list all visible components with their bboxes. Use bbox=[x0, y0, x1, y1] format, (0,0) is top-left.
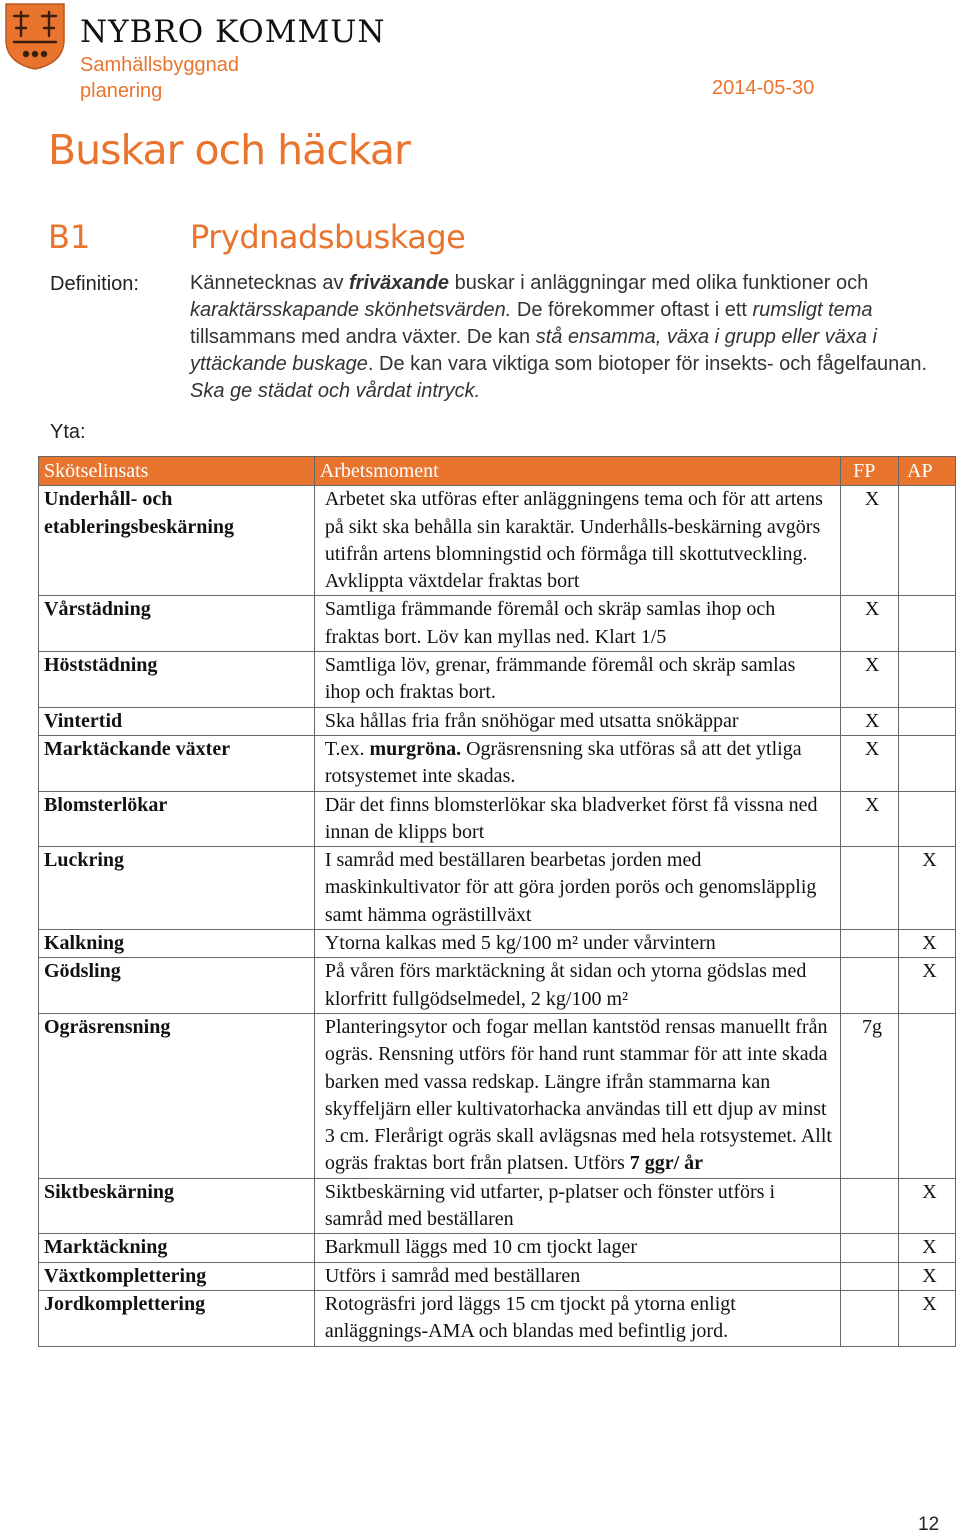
row-fp-mark bbox=[841, 1178, 899, 1234]
definition-segment: buskar i anläggningar med olika funktioner och bbox=[449, 272, 869, 294]
definition-segment: Kännetecknas av bbox=[190, 272, 349, 294]
row-fp-mark: X bbox=[841, 735, 899, 791]
description-text: I samråd med beställaren bearbetas jorden med maskinkultivator för att göra jorden porös och genomsläpplig samt hämma ogrästillväxt bbox=[324, 849, 817, 926]
definition-emphasis: friväxande bbox=[349, 272, 450, 294]
row-action: Ogräsrensning bbox=[39, 1013, 315, 1178]
definition-segment bbox=[349, 272, 449, 294]
row-description bbox=[314, 847, 840, 930]
row-fp-mark bbox=[841, 1234, 899, 1262]
header-ap: AP bbox=[899, 457, 956, 486]
table-row bbox=[39, 958, 956, 1014]
header-arbetsmoment: Arbetsmoment bbox=[314, 457, 840, 486]
row-fp-mark bbox=[841, 958, 899, 1014]
row-ap-mark bbox=[899, 1013, 956, 1178]
description-text: Utförs i samråd med beställaren bbox=[324, 1264, 581, 1287]
municipal-coat-of-arms-logo bbox=[4, 2, 66, 70]
section-code: B1 bbox=[48, 218, 91, 256]
row-ap-mark: X bbox=[899, 930, 956, 958]
table-row bbox=[39, 707, 956, 735]
section-title: Prydnadsbuskage bbox=[190, 218, 466, 256]
maintenance-table bbox=[38, 456, 956, 1347]
row-action: Höststädning bbox=[39, 652, 315, 708]
description-emphasis: murgröna. bbox=[369, 737, 462, 760]
definition-segment: karaktärsskapande skönhetsvärden. bbox=[190, 299, 512, 321]
row-fp-mark: X bbox=[841, 791, 899, 847]
description-text: Samtliga löv, grenar, främmande föremål och skräp samlas ihop och fraktas bort. bbox=[324, 654, 796, 704]
row-fp-mark: X bbox=[841, 707, 899, 735]
description-text: Arbetet ska utföras efter anläggningens tema och för att artens på sikt ska behålla sin karaktär. Underhålls-beskärning avgörs utifrån artens blomningstid och förmåga till skottutveckling. Avklippta växtdelar fraktas bort bbox=[324, 488, 823, 593]
row-action: Vårstädning bbox=[39, 596, 315, 652]
row-description bbox=[314, 1262, 840, 1290]
definition-segment: stå ensamma, växa i grupp eller växa i yttäckande buskage bbox=[190, 326, 877, 375]
definition-segment: tillsammans med andra växter. De kan bbox=[190, 326, 536, 348]
organization-name: NYBRO KOMMUN bbox=[80, 14, 386, 50]
row-ap-mark: X bbox=[899, 1290, 956, 1346]
row-description bbox=[314, 791, 840, 847]
row-action: Jordkomplettering bbox=[39, 1290, 315, 1346]
definition-segment: De förekommer oftast i ett bbox=[511, 299, 753, 321]
row-action: Underhåll- och etableringsbeskärning bbox=[39, 486, 315, 596]
row-description bbox=[314, 735, 840, 791]
row-ap-mark: X bbox=[899, 1234, 956, 1262]
row-action: Växtkomplettering bbox=[39, 1262, 315, 1290]
definition-segment: Ska ge städat och vårdat intryck. bbox=[190, 380, 481, 402]
header-fp: FP bbox=[841, 457, 899, 486]
description-emphasis: 7 ggr/ år bbox=[629, 1152, 704, 1175]
table-row bbox=[39, 1013, 956, 1178]
row-fp-mark: 7g bbox=[841, 1013, 899, 1178]
description-text: Samtliga främmande föremål och skräp samlas ihop och fraktas bort. Löv kan myllas ned. Klart 1/5 bbox=[324, 598, 776, 648]
row-description bbox=[314, 958, 840, 1014]
definition-segment: rumsligt tema bbox=[752, 299, 873, 321]
row-action: Vintertid bbox=[39, 707, 315, 735]
row-fp-mark bbox=[841, 1290, 899, 1346]
description-text: Siktbeskärning vid utfarter, p-platser och fönster utförs i samråd med beställaren bbox=[324, 1180, 776, 1231]
row-description bbox=[314, 1013, 840, 1178]
row-ap-mark: X bbox=[899, 847, 956, 930]
row-fp-mark: X bbox=[841, 596, 899, 652]
row-action: Marktäckning bbox=[39, 1234, 315, 1262]
header-skotselinsats: Skötselinsats bbox=[39, 457, 315, 486]
definition-segment: . De kan vara viktiga som biotoper för insekts- och fågelfaunan. bbox=[367, 353, 928, 375]
page-title: Buskar och häckar bbox=[48, 126, 410, 174]
page-number: 12 bbox=[918, 1514, 940, 1535]
table-row bbox=[39, 1262, 956, 1290]
row-action: Siktbeskärning bbox=[39, 1178, 315, 1234]
description-text: Ogräsrensning ska utföras så att det ytliga rotsystemet inte skadas. bbox=[324, 737, 802, 788]
row-ap-mark bbox=[899, 486, 956, 596]
row-ap-mark: X bbox=[899, 958, 956, 1014]
area-label: Yta: bbox=[50, 421, 86, 443]
row-description bbox=[314, 707, 840, 735]
row-description bbox=[314, 486, 840, 596]
row-action: Kalkning bbox=[39, 930, 315, 958]
department-line-1: Samhällsbyggnad bbox=[80, 54, 239, 76]
table-row bbox=[39, 486, 956, 596]
definition-text bbox=[190, 270, 950, 405]
row-fp-mark bbox=[841, 847, 899, 930]
row-ap-mark bbox=[899, 735, 956, 791]
row-ap-mark bbox=[899, 707, 956, 735]
row-fp-mark: X bbox=[841, 486, 899, 596]
description-text: På våren förs marktäckning åt sidan och ytorna gödslas med klorfritt fullgödselmedel, 2 kg/100 m² bbox=[324, 960, 807, 1010]
department-name bbox=[80, 52, 239, 104]
row-description bbox=[314, 652, 840, 708]
department-line-2: planering bbox=[80, 80, 163, 102]
description-text: Där det finns blomsterlökar ska bladverket först få vissna ned innan de klipps bort bbox=[324, 793, 818, 843]
table-row bbox=[39, 791, 956, 847]
row-description bbox=[314, 1234, 840, 1262]
table-row bbox=[39, 1290, 956, 1346]
description-text: Rotogräsfri jord läggs 15 cm tjockt på ytorna enligt anläggnings-AMA och blandas med befintlig jord. bbox=[324, 1292, 736, 1343]
table-row bbox=[39, 735, 956, 791]
row-description bbox=[314, 596, 840, 652]
table-row bbox=[39, 1234, 956, 1262]
row-action: Luckring bbox=[39, 847, 315, 930]
row-action: Marktäckande växter bbox=[39, 735, 315, 791]
row-fp-mark bbox=[841, 930, 899, 958]
table-row bbox=[39, 1178, 956, 1234]
row-description bbox=[314, 1178, 840, 1234]
row-action: Gödsling bbox=[39, 958, 315, 1014]
document-date: 2014-05-30 bbox=[712, 77, 815, 99]
description-text: T.ex. bbox=[324, 737, 370, 760]
row-ap-mark: X bbox=[899, 1262, 956, 1290]
row-action: Blomsterlökar bbox=[39, 791, 315, 847]
description-text: Barkmull läggs med 10 cm tjockt lager bbox=[324, 1236, 637, 1259]
definition-label: Definition: bbox=[50, 273, 139, 295]
row-ap-mark bbox=[899, 791, 956, 847]
table-row bbox=[39, 596, 956, 652]
row-fp-mark: X bbox=[841, 652, 899, 708]
row-ap-mark bbox=[899, 652, 956, 708]
row-description bbox=[314, 1290, 840, 1346]
row-description bbox=[314, 930, 840, 958]
description-text: Ska hållas fria från snöhögar med utsatta snökäppar bbox=[324, 709, 739, 732]
description-text: Planteringsytor och fogar mellan kantstöd rensas manuellt från ogräs. Rensning utförs för hand runt stammar för att inte skada barken med vassa redskap. Längre ifrån stammarna kan skyffeljärn eller kultivatorhacka användas till ett djup av minst 3 cm. Flerårigt ogräs skall avlägsnas med hela rotsystemet. Allt ogräs fraktas bort från platsen. Utförs bbox=[324, 1015, 832, 1175]
description-text: Ytorna kalkas med 5 kg/100 m² under vårvintern bbox=[324, 932, 716, 955]
row-fp-mark bbox=[841, 1262, 899, 1290]
table-row bbox=[39, 847, 956, 930]
table-row bbox=[39, 652, 956, 708]
table-row bbox=[39, 930, 956, 958]
row-ap-mark bbox=[899, 596, 956, 652]
table-header-row bbox=[39, 457, 956, 486]
row-ap-mark: X bbox=[899, 1178, 956, 1234]
